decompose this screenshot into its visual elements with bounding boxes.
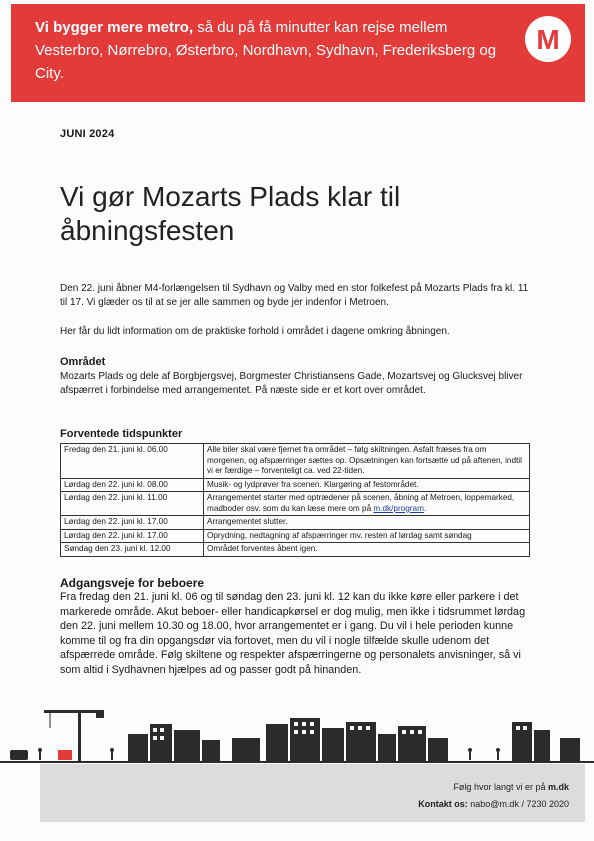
footer-follow-text: Følg hvor langt vi er på <box>453 782 548 792</box>
banner-rest: så du på få minutter kan rejse mellem Vesterbro, Nørrebro, Østerbro, Nordhavn, Sydhavn, Frederiksberg og City. <box>35 19 497 82</box>
access-text: Fra fredag den 21. juni kl. 06 og til søndag den 23. juni kl. 12 kan du ikke køre eller parkere i det markerede område. Akut beboer- eller handicapkørsel er dog mulig, men ikke i tidsrummet lørdag den 22. juni mellem 10.30 og 18.00, hvor arrangementet er i gang. Du vil i hele perioden kunne komme til og fra din opgangsdør via fortovet, men du vil i nogle tilfælde skulle udenom det afspærrede område. Følg skiltene og respekter afspærringerne og personalets anvisninger, så vi som altid i Sydhavnen hjælpes ad og passer godt på hinanden. <box>60 591 526 676</box>
schedule-time: Fredag den 21. juni kl. 06.00 <box>61 444 204 479</box>
header-banner <box>11 4 585 102</box>
schedule-time: Lørdag den 22. juni kl. 17.00 <box>61 516 204 530</box>
schedule-time: Lørdag den 22. juni kl. 08.00 <box>61 478 204 492</box>
banner-text <box>35 16 505 85</box>
page-title: Vi gør Mozarts Plads klar til åbningsfesten <box>60 181 401 246</box>
table-row <box>61 529 530 543</box>
footer <box>40 764 585 822</box>
schedule-heading: Forventede tidspunkter <box>60 428 183 440</box>
table-row <box>61 543 530 557</box>
schedule-time: Lørdag den 22. juni kl. 17.00 <box>61 529 204 543</box>
schedule-description: Området forventes åbent igen. <box>204 543 530 557</box>
schedule-description <box>204 492 530 516</box>
intro-paragraph: Den 22. juni åbner M4-forlængelsen til Sydhavn og Valby med en stor folkefest på Mozarts Plads fra kl. 11 til 17. Vi glæder os til at se jer alle sammen og byde jer indenfor i Metroen. <box>60 283 529 308</box>
banner-lead: Vi bygger mere metro, <box>35 19 194 36</box>
table-row <box>61 444 530 479</box>
footer-follow <box>453 782 569 792</box>
schedule-description: Arrangementet slutter. <box>204 516 530 530</box>
schedule-description: Oprydning, nedtagning af afspærringer mv. resten af lørdag samt søndag <box>204 529 530 543</box>
schedule-description-text: Arrangementet starter med optrædener på scenen, åbning af Metroen, loppemarked, madboder osv. som du kan læse mere om på <box>207 493 515 513</box>
table-row <box>61 516 530 530</box>
metro-logo-icon <box>525 16 571 62</box>
schedule-description-end: . <box>423 503 427 513</box>
footer-contact-label: Kontakt os: <box>418 799 468 809</box>
table-row <box>61 492 530 516</box>
area-text: Mozarts Plads og dele af Borgbjergsvej, Borgmester Christiansens Gade, Mozartsvej og Glucksvej bliver afspærret i forbindelse med arrangementet. På næste side er et kort over området. <box>60 371 523 396</box>
schedule-table <box>60 443 530 557</box>
logo-letter: M <box>536 24 560 55</box>
schedule-time: Lørdag den 22. juni kl. 11.00 <box>61 492 204 516</box>
program-link[interactable]: m.dk/program <box>373 503 424 513</box>
area-heading: Området <box>60 356 106 368</box>
info-paragraph: Her får du lidt information om de praktiske forhold i området i dagene omkring åbningen. <box>60 326 450 337</box>
schedule-description: Alle biler skal være fjernet fra området – følg skiltningen. Asfalt fræses fra om morgenen, og afspærringer sættes op. Opsætningen kan fortsætte ud på aftenen, indtil vi er færdige – forventeligt ca. ved 22-tiden. <box>204 444 530 479</box>
access-heading: Adgangsveje for beboere <box>60 576 205 590</box>
footer-follow-link[interactable]: m.dk <box>547 782 569 792</box>
footer-contact <box>418 799 569 809</box>
issue-date: JUNI 2024 <box>60 128 115 140</box>
footer-contact-value: nabo@m.dk / 7230 2020 <box>467 799 569 809</box>
schedule-description: Musik- og lydprøver fra scenen. Klargøring af festområdet. <box>204 478 530 492</box>
schedule-time: Søndag den 23. juni kl. 12.00 <box>61 543 204 557</box>
table-row <box>61 478 530 492</box>
city-skyline-illustration <box>0 700 594 764</box>
